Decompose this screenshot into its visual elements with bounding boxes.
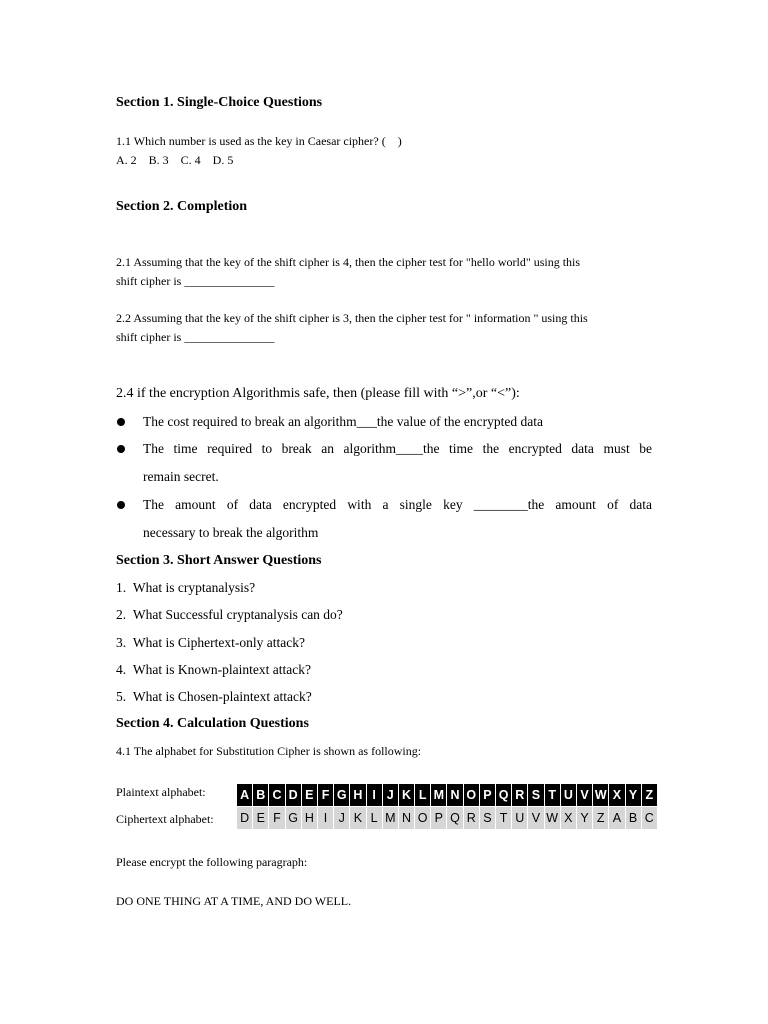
plaintext-letter: X bbox=[609, 784, 625, 807]
plaintext-letter: U bbox=[560, 784, 576, 807]
ciphertext-letter: R bbox=[463, 807, 479, 830]
short-answer-item-2: 2. What Successful cryptanalysis can do? bbox=[116, 607, 343, 622]
section4-title: Section 4. Calculation Questions bbox=[116, 716, 309, 731]
question-2-2-line2 bbox=[116, 330, 274, 345]
ciphertext-letter: F bbox=[269, 807, 285, 830]
short-answer-item-1: 1. What is cryptanalysis? bbox=[116, 580, 256, 595]
question-1-1: 1.1 Which number is used as the key in Caesar cipher? ( ) bbox=[116, 134, 402, 148]
ciphertext-row bbox=[237, 807, 658, 830]
question-4-1: 4.1 The alphabet for Substitution Cipher is shown as following: bbox=[116, 744, 422, 758]
ciphertext-letter: L bbox=[366, 807, 382, 830]
ciphertext-letter: Z bbox=[593, 807, 609, 830]
ciphertext-letter: C bbox=[641, 807, 657, 830]
section1-title: Section 1. Single-Choice Questions bbox=[116, 95, 323, 110]
ciphertext-letter: H bbox=[301, 807, 317, 830]
plaintext-letter: M bbox=[431, 784, 447, 807]
ciphertext-label: Ciphertext alphabet: bbox=[116, 812, 214, 826]
ciphertext-letter: K bbox=[350, 807, 366, 830]
plaintext-letter: Q bbox=[496, 784, 512, 807]
short-answer-item-5: 5. What is Chosen-plaintext attack? bbox=[116, 689, 312, 704]
plaintext-letter: P bbox=[479, 784, 495, 807]
ciphertext-letter: N bbox=[398, 807, 414, 830]
plaintext-letter: S bbox=[528, 784, 544, 807]
ciphertext-letter: S bbox=[479, 807, 495, 830]
ciphertext-letter: T bbox=[496, 807, 512, 830]
question-1-1-options: A. 2 B. 3 C. 4 D. 5 bbox=[116, 153, 234, 167]
plaintext-letter: V bbox=[576, 784, 592, 807]
plaintext-letter: R bbox=[512, 784, 528, 807]
ciphertext-letter: Q bbox=[447, 807, 463, 830]
ciphertext-letter: J bbox=[334, 807, 350, 830]
ciphertext-letter: Y bbox=[576, 807, 592, 830]
bullet-item-1: The cost required to break an algorithm___the value of the encrypted data bbox=[143, 414, 543, 429]
bullet-icon bbox=[117, 445, 125, 453]
short-answer-item-4: 4. What is Known-plaintext attack? bbox=[116, 662, 311, 677]
plaintext-letter: Z bbox=[641, 784, 657, 807]
plaintext-letter: B bbox=[253, 784, 269, 807]
ciphertext-letter: X bbox=[560, 807, 576, 830]
section2-title: Section 2. Completion bbox=[116, 199, 248, 214]
ciphertext-letter: G bbox=[285, 807, 301, 830]
plaintext-letter: G bbox=[334, 784, 350, 807]
question-2-1-text: shift cipher is bbox=[116, 274, 185, 288]
question-2-2-line1: 2.2 Assuming that the key of the shift cipher is 3, then the cipher test for " information " using this bbox=[116, 311, 588, 325]
ciphertext-letter: M bbox=[382, 807, 398, 830]
ciphertext-letter: V bbox=[528, 807, 544, 830]
question-2-1-line1: 2.1 Assuming that the key of the shift cipher is 4, then the cipher test for "hello world" using this bbox=[116, 255, 581, 269]
plaintext-letter: Y bbox=[625, 784, 641, 807]
answer-blank-2-1: _______________ bbox=[184, 274, 275, 288]
plaintext-letter: I bbox=[366, 784, 382, 807]
ciphertext-letter: P bbox=[431, 807, 447, 830]
plaintext-paragraph: DO ONE THING AT A TIME, AND DO WELL. bbox=[116, 894, 352, 908]
plaintext-letter: N bbox=[447, 784, 463, 807]
plaintext-letter: K bbox=[398, 784, 414, 807]
bullet-icon bbox=[117, 501, 125, 509]
ciphertext-letter: O bbox=[415, 807, 431, 830]
bullet-item-2-line2: remain secret. bbox=[143, 469, 219, 484]
question-2-2-text: shift cipher is bbox=[116, 330, 185, 344]
encrypt-prompt: Please encrypt the following paragraph: bbox=[116, 855, 308, 869]
question-2-1-line2 bbox=[116, 274, 274, 289]
plaintext-letter: O bbox=[463, 784, 479, 807]
section3-title: Section 3. Short Answer Questions bbox=[116, 553, 322, 568]
plaintext-row bbox=[237, 784, 658, 807]
plaintext-letter: W bbox=[593, 784, 609, 807]
substitution-table bbox=[236, 783, 658, 830]
short-answer-item-3: 3. What is Ciphertext-only attack? bbox=[116, 635, 305, 650]
ciphertext-letter: A bbox=[609, 807, 625, 830]
bullet-icon bbox=[117, 418, 125, 426]
bullet-item-3-line1: The amount of data encrypted with a single key ________the amount of data bbox=[143, 497, 652, 512]
bullet-item-3-line2: necessary to break the algorithm bbox=[143, 525, 319, 540]
plaintext-label: Plaintext alphabet: bbox=[116, 785, 206, 799]
ciphertext-letter: E bbox=[253, 807, 269, 830]
plaintext-letter: E bbox=[301, 784, 317, 807]
question-2-4: 2.4 if the encryption Algorithmis safe, then (please fill with “>”,or “<”): bbox=[116, 386, 520, 401]
bullet-item-2-line1: The time required to break an algorithm____the time the encrypted data must be bbox=[143, 441, 652, 456]
plaintext-letter: C bbox=[269, 784, 285, 807]
ciphertext-letter: B bbox=[625, 807, 641, 830]
answer-blank-2-2: _______________ bbox=[184, 330, 275, 344]
ciphertext-letter: U bbox=[512, 807, 528, 830]
plaintext-letter: A bbox=[237, 784, 253, 807]
ciphertext-letter: D bbox=[237, 807, 253, 830]
ciphertext-letter: I bbox=[317, 807, 333, 830]
plaintext-letter: T bbox=[544, 784, 560, 807]
plaintext-letter: F bbox=[317, 784, 333, 807]
plaintext-letter: J bbox=[382, 784, 398, 807]
ciphertext-letter: W bbox=[544, 807, 560, 830]
plaintext-letter: H bbox=[350, 784, 366, 807]
plaintext-letter: D bbox=[285, 784, 301, 807]
plaintext-letter: L bbox=[415, 784, 431, 807]
